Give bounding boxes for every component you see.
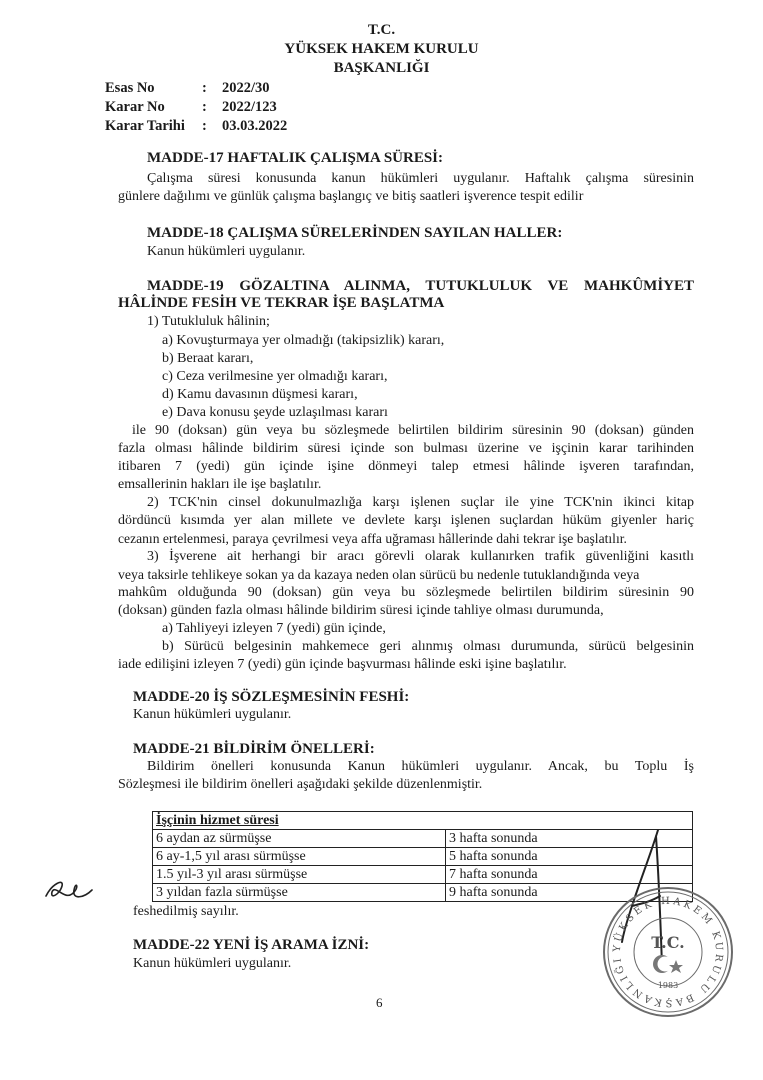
article-19-item-c: c) Ceza verilmesine yer olmadığı kararı, <box>162 369 388 384</box>
article-19-text-4: emsallerinin hakları ile işe başlatılır. <box>118 477 322 492</box>
article-19-item-1: 1) Tutukluluk hâlinin; <box>147 314 270 329</box>
article-19-text-1: ile 90 (doksan) gün veya bu sözleşmede belirtilen bildirim süresinin 90 (doksan) günden <box>132 423 694 438</box>
table-cell-period: 6 ay-1,5 yıl arası sürmüşse <box>153 848 446 866</box>
article-21-after-table: feshedilmiş sayılır. <box>133 904 239 919</box>
stamp-ring-text: YÜKSEK HAKEM KURULU BAŞKANLIĞI <box>611 895 725 1009</box>
article-19-para3-line2: veya taksirle tehlikeye sokan ya da kazaya neden olan sürücü bu nedenle tutuklandığında veya <box>118 567 640 582</box>
article-19-para2-line3: cezanın ertelenmesi, paraya çevrilmesi veya affa uğraması hâllerinde dahi tekrar işe başlatılır. <box>118 531 627 546</box>
article-19-para3-line4: (doksan) günden fazla olması hâlinde bildirim süresi içinde tahliye olması durumunda, <box>118 603 604 618</box>
article-19-para2-line2: dördüncü kısımda yer alan millete ve devlete karşı işlenen suçlardan hüküm giyenler hariç <box>118 513 694 528</box>
table-cell-period: 3 yıldan fazla sürmüşse <box>153 884 446 902</box>
table-cell-notice: 9 hafta sonunda <box>446 884 693 902</box>
table-cell-notice: 3 hafta sonunda <box>446 830 693 848</box>
meta-sep-karar: : <box>202 99 207 115</box>
article-22-text: Kanun hükümleri uygulanır. <box>133 956 292 971</box>
meta-label-esas: Esas No <box>105 80 155 96</box>
table-cell-notice: 7 hafta sonunda <box>446 866 693 884</box>
article-19-item-b: b) Beraat kararı, <box>162 351 254 366</box>
official-stamp-icon <box>598 882 738 1022</box>
meta-label-date: Karar Tarihi <box>105 118 185 134</box>
meta-value-esas: 2022/30 <box>222 80 270 96</box>
meta-value-karar: 2022/123 <box>222 99 277 115</box>
meta-sep-esas: : <box>202 80 207 96</box>
article-17-title: MADDE-17 HAFTALIK ÇALIŞMA SÜRESİ: <box>147 150 444 166</box>
table-header-cell: İşçinin hizmet süresi <box>153 812 693 830</box>
page-number: 6 <box>376 995 383 1010</box>
article-19-para3-line1: 3) İşverene ait herhangi bir aracı görevli olarak kullanırken trafik güvenliğini kasıtlı <box>147 549 694 564</box>
handwritten-initials-icon <box>42 870 102 910</box>
article-19-text-2: fazla olması hâlinde bildirim süresi içinde son bulması üzerine ve işçinin karar tarihinden <box>118 441 694 456</box>
meta-label-karar: Karar No <box>105 99 165 115</box>
header-tc: T.C. <box>367 22 396 38</box>
table-cell-period: 6 aydan az sürmüşse <box>153 830 446 848</box>
header-institution: YÜKSEK HAKEM KURULU <box>284 41 479 57</box>
header-presidency: BAŞKANLIĞI <box>333 60 430 76</box>
article-19-para3-item-b-cont: iade edilişini izleyen 7 (yedi) gün içinde başvurması hâlinde eski işine başlatılır. <box>118 657 567 672</box>
article-22-title: MADDE-22 YENİ İŞ ARAMA İZNİ: <box>133 937 370 953</box>
article-19-para3-item-a: a) Tahliyeyi izleyen 7 (yedi) gün içinde, <box>162 621 386 636</box>
article-21-line1: Bildirim önelleri konusunda Kanun hükümleri uygulanır. Ancak, bu Toplu İş <box>147 759 694 774</box>
table-cell-notice: 5 hafta sonunda <box>446 848 693 866</box>
article-19-para3-item-b: b) Sürücü belgesinin mahkemece geri alınmış olması durumunda, sürücü belgesinin <box>162 639 694 654</box>
article-20-text: Kanun hükümleri uygulanır. <box>133 707 292 722</box>
article-19-text-3: itibaren 7 (yedi) gün içinde işine dönmeyi talep etmesi hâlinde işveren tarafından, <box>118 459 694 474</box>
article-17-line1: Çalışma süresi konusunda kanun hükümleri uygulanır. Haftalık çalışma süresinin <box>147 171 694 186</box>
article-19-item-d: d) Kamu davasının düşmesi kararı, <box>162 387 358 402</box>
stamp-year-text: 1983 <box>657 981 679 990</box>
article-21-line2: Sözleşmesi ile bildirim önelleri aşağıdaki şekilde düzenlenmiştir. <box>118 777 483 792</box>
article-19-title-line1: MADDE-19 GÖZALTINA ALINMA, TUTUKLULUK VE MAHKÛMİYET <box>147 278 694 294</box>
article-19-title-line2: HÂLİNDE FESİH VE TEKRAR İŞE BAŞLATMA <box>118 295 445 311</box>
article-21-title: MADDE-21 BİLDİRİM ÖNELLERİ: <box>133 741 375 757</box>
meta-value-date: 03.03.2022 <box>222 118 288 134</box>
meta-sep-date: : <box>202 118 207 134</box>
article-20-title: MADDE-20 İŞ SÖZLEŞMESİNİN FESHİ: <box>133 689 410 705</box>
table-cell-period: 1.5 yıl-3 yıl arası sürmüşse <box>153 866 446 884</box>
article-19-item-e: e) Dava konusu şeyde uzlaşılması kararı <box>162 405 388 420</box>
stamp-center-text: T.C. <box>651 933 685 952</box>
article-19-para3-line3: mahkûm olduğunda 90 (doksan) gün veya bu sözleşmede belirtilen bildirim süresinin 90 <box>118 585 694 600</box>
article-19-item-a: a) Kovuşturmaya yer olmadığı (takipsizlik) kararı, <box>162 333 445 348</box>
article-17-line2: günlere dağılımı ve günlük çalışma başlangıç ve bitiş saatleri işverence tespit edilir <box>118 189 584 204</box>
article-18-title: MADDE-18 ÇALIŞMA SÜRELERİNDEN SAYILAN HALLER: <box>147 225 563 241</box>
article-18-text: Kanun hükümleri uygulanır. <box>147 244 306 259</box>
article-19-para2-line1: 2) TCK'nin cinsel dokunulmazlığa karşı işlenen suçlar ile yine TCK'nin ikinci kitap <box>147 495 694 510</box>
